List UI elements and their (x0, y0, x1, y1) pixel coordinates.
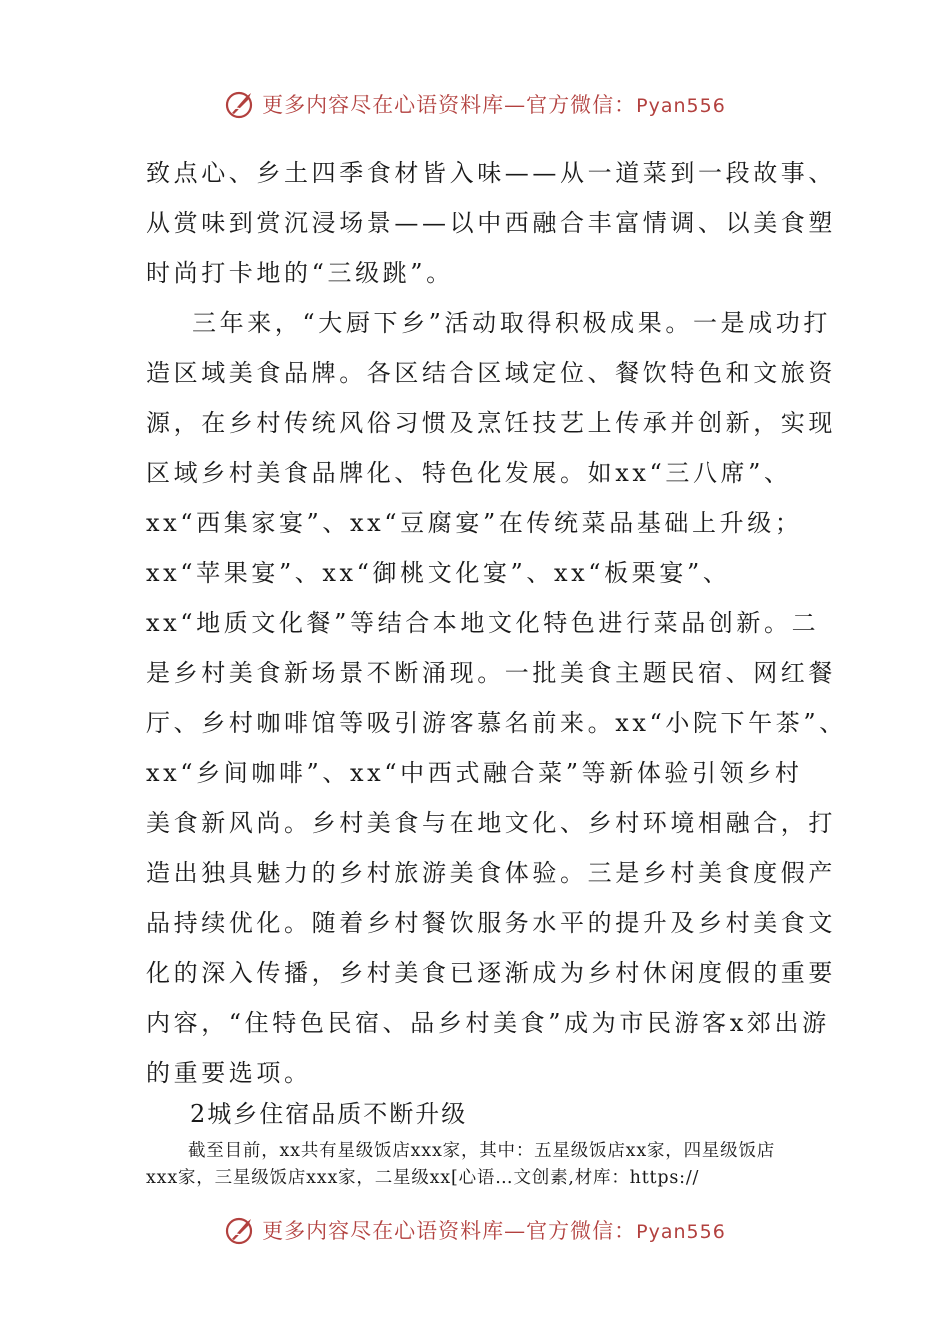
pen-nib-logo-icon (224, 87, 258, 121)
paragraph-line: 化的深入传播，乡村美食已逐渐成为乡村休闲度假的重要 (146, 959, 836, 987)
small-paragraph (146, 1138, 826, 1192)
wechat-id: Pyan556 (636, 1221, 726, 1243)
paragraph-line: xx“西集家宴”、xx“豆腐宴”在传统菜品基础上升级； (146, 509, 803, 537)
paragraph-line: 厅、乡村咖啡馆等吸引游客慕名前来。xx“小院下午茶”、 (146, 709, 847, 737)
paragraph-line: 是乡村美食新场景不断涌现。一批美食主题民宿、网红餐 (146, 659, 836, 687)
paragraph-line: 致点心、乡土四季食材皆入味——从一道菜到一段故事、 (146, 159, 836, 187)
document-body (146, 148, 847, 1098)
paragraph-line: xx“地质文化餐”等结合本地文化特色进行菜品创新。二 (146, 609, 820, 637)
paragraph-line: 造出独具魅力的乡村旅游美食体验。三是乡村美食度假产 (146, 859, 836, 887)
wechat-id: Pyan556 (636, 95, 726, 117)
paragraph-line: 区域乡村美食品牌化、特色化发展。如xx“三八席”、 (146, 459, 792, 487)
paragraph-line: 的重要选项。 (146, 1059, 312, 1087)
banner-text: 更多内容尽在心语资料库—官方微信：Pyan556 (262, 1219, 726, 1243)
small-paragraph-line: 截至目前，xx共有星级饭店xxx家，其中：五星级饭店xx家，四星级饭店 (188, 1141, 776, 1161)
paragraph-line: 内容，“住特色民宿、品乡村美食”成为市民游客x郊出游 (146, 1009, 830, 1037)
banner-text: 更多内容尽在心语资料库—官方微信：Pyan556 (262, 93, 726, 117)
paragraph-line: 源，在乡村传统风俗习惯及烹饪技艺上传承并创新，实现 (146, 409, 836, 437)
section-heading: 2城乡住宿品质不断升级 (190, 1100, 468, 1128)
paragraph-line: 三年来，“大厨下乡”活动取得积极成果。一是成功打 (192, 309, 831, 337)
paragraph-line: xx“苹果宴”、xx“御桃文化宴”、xx“板栗宴”、 (146, 559, 731, 587)
paragraph-line: 造区域美食品牌。各区结合区域定位、餐饮特色和文旅资 (146, 359, 836, 387)
footer-banner (0, 1210, 950, 1250)
pen-nib-logo-icon (224, 1213, 258, 1247)
paragraph-line: 美食新风尚。乡村美食与在地文化、乡村环境相融合，打 (146, 809, 836, 837)
small-paragraph-line: xxx家，三星级饭店xxx家，二星级xx[心语…文创素,材库：https:// (146, 1168, 700, 1188)
paragraph-line: xx“乡间咖啡”、xx“中西式融合菜”等新体验引领乡村 (146, 759, 803, 787)
paragraph-line: 从赏味到赏沉浸场景——以中西融合丰富情调、以美食塑 (146, 209, 836, 237)
paragraph-line: 品持续优化。随着乡村餐饮服务水平的提升及乡村美食文 (146, 909, 836, 937)
paragraph-line: 时尚打卡地的“三级跳”。 (146, 259, 454, 287)
header-banner (0, 84, 950, 124)
